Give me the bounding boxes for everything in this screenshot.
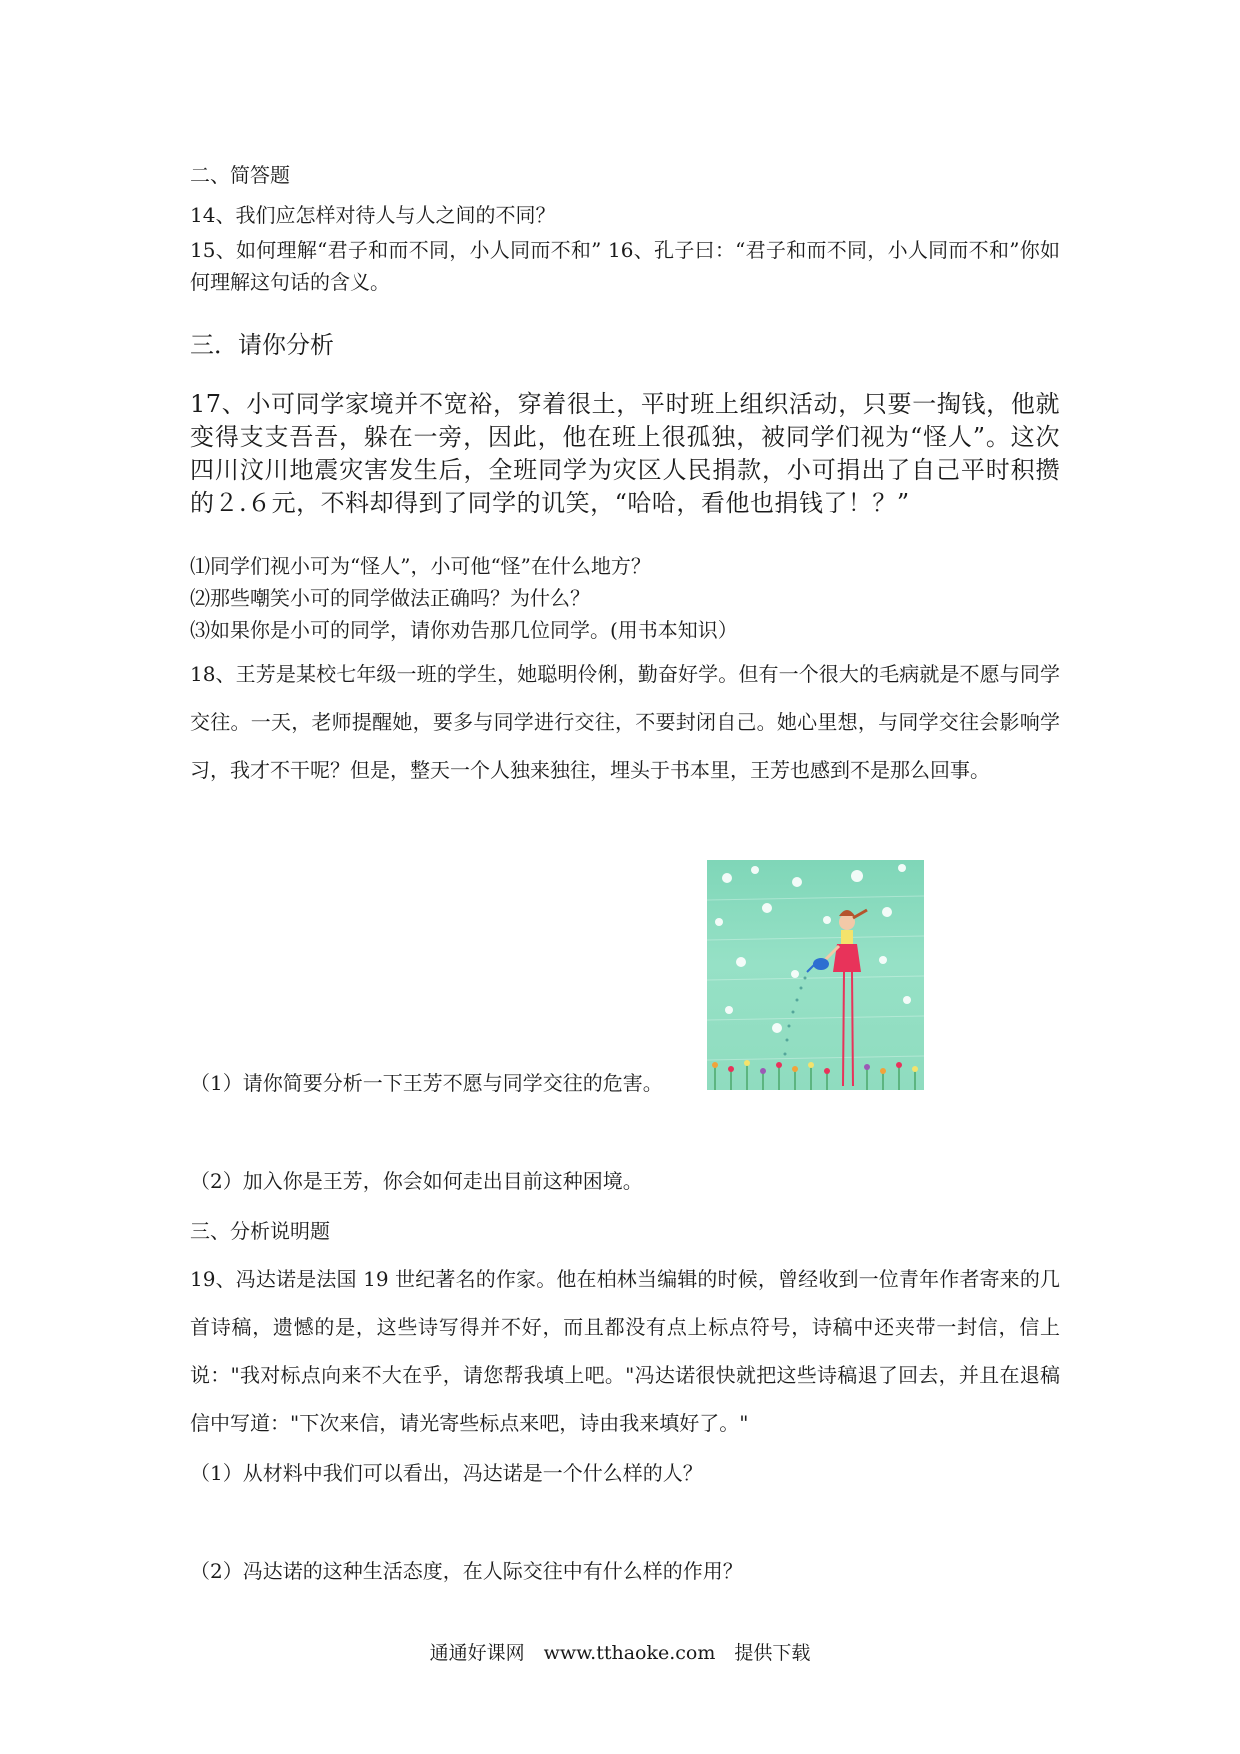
footer-credit: 通通好课网 www.tthaoke.com 提供下载 bbox=[429, 1642, 811, 1664]
girl-figure-icon bbox=[807, 910, 867, 1086]
flower-row-icon bbox=[712, 1060, 918, 1090]
section-heading-analysis-explanation: 三、分析说明题 bbox=[190, 1219, 330, 1243]
snowflake-dots bbox=[715, 864, 911, 1033]
rain-lines bbox=[707, 896, 924, 1060]
question-19-text: 19、冯达诺是法国 19 世纪著名的作家。他在柏林当编辑的时候，曾经收到一位青年作者寄来的几首诗稿，遗憾的是，这些诗写得并不好，而且都没有点上标点符号，诗稿中还夹带一封信，信上说："我对标点向来不大在乎，请您帮我填上吧。"冯达诺很快就把这些诗稿退了回去，并且在退稿信中写道："下次来信，请光寄些标点来吧，诗由我来填好了。" bbox=[190, 1267, 1060, 1435]
question-18-sub-1: （1）请你简要分析一下王芳不愿与同学交往的危害。 bbox=[190, 1071, 663, 1095]
illustration-drawing bbox=[707, 860, 924, 1090]
girl-watering-flowers-illustration bbox=[707, 860, 924, 1090]
question-15-16: 15、如何理解“君子和而不同，小人同而不和” 16、孔子曰：“君子和而不同，小人同而不和”你如何理解这句话的含义。 bbox=[190, 238, 1060, 294]
question-14: 14、我们应怎样对待人与人之间的不同？ bbox=[190, 203, 556, 227]
question-19-sub-2: （2）冯达诺的这种生活态度，在人际交往中有什么样的作用？ bbox=[190, 1559, 743, 1583]
question-17-sub-1: ⑴同学们视小可为“怪人”，小可他“怪”在什么地方？ bbox=[190, 554, 651, 578]
question-18-sub-2: （2）加入你是王芳，你会如何走出目前这种困境。 bbox=[190, 1169, 643, 1193]
water-drops bbox=[784, 977, 807, 1056]
question-17-sub-3: ⑶如果你是小可的同学，请你劝告那几位同学。(用书本知识） bbox=[190, 618, 738, 642]
section-heading-short-answer: 二、简答题 bbox=[190, 163, 290, 187]
question-18-text: 18、王芳是某校七年级一班的学生，她聪明伶俐，勤奋好学。但有一个很大的毛病就是不愿与同学交往。一天，老师提醒她，要多与同学进行交往，不要封闭自己。她心里想，与同学交往会影响学习，我才不干呢？但是，整天一个人独来独往，埋头于书本里，王芳也感到不是那么回事。 bbox=[190, 662, 1060, 782]
question-19-sub-1: （1）从材料中我们可以看出，冯达诺是一个什么样的人？ bbox=[190, 1461, 703, 1485]
question-17-sub-2: ⑵那些嘲笑小可的同学做法正确吗？为什么？ bbox=[190, 586, 590, 610]
question-17-text: 17、小可同学家境并不宽裕，穿着很土，平时班上组织活动，只要一掏钱，他就变得支支吾吾，躲在一旁，因此，他在班上很孤独，被同学们视为“怪人”。这次四川汶川地震灾害发生后，全班同学为灾区人民捐款，小可捐出了自己平时积攒的２.６元，不料却得到了同学的讥笑，“哈哈，看他也捐钱了！？” bbox=[190, 390, 1060, 517]
section-heading-analysis: 三．请你分析 bbox=[190, 331, 334, 359]
